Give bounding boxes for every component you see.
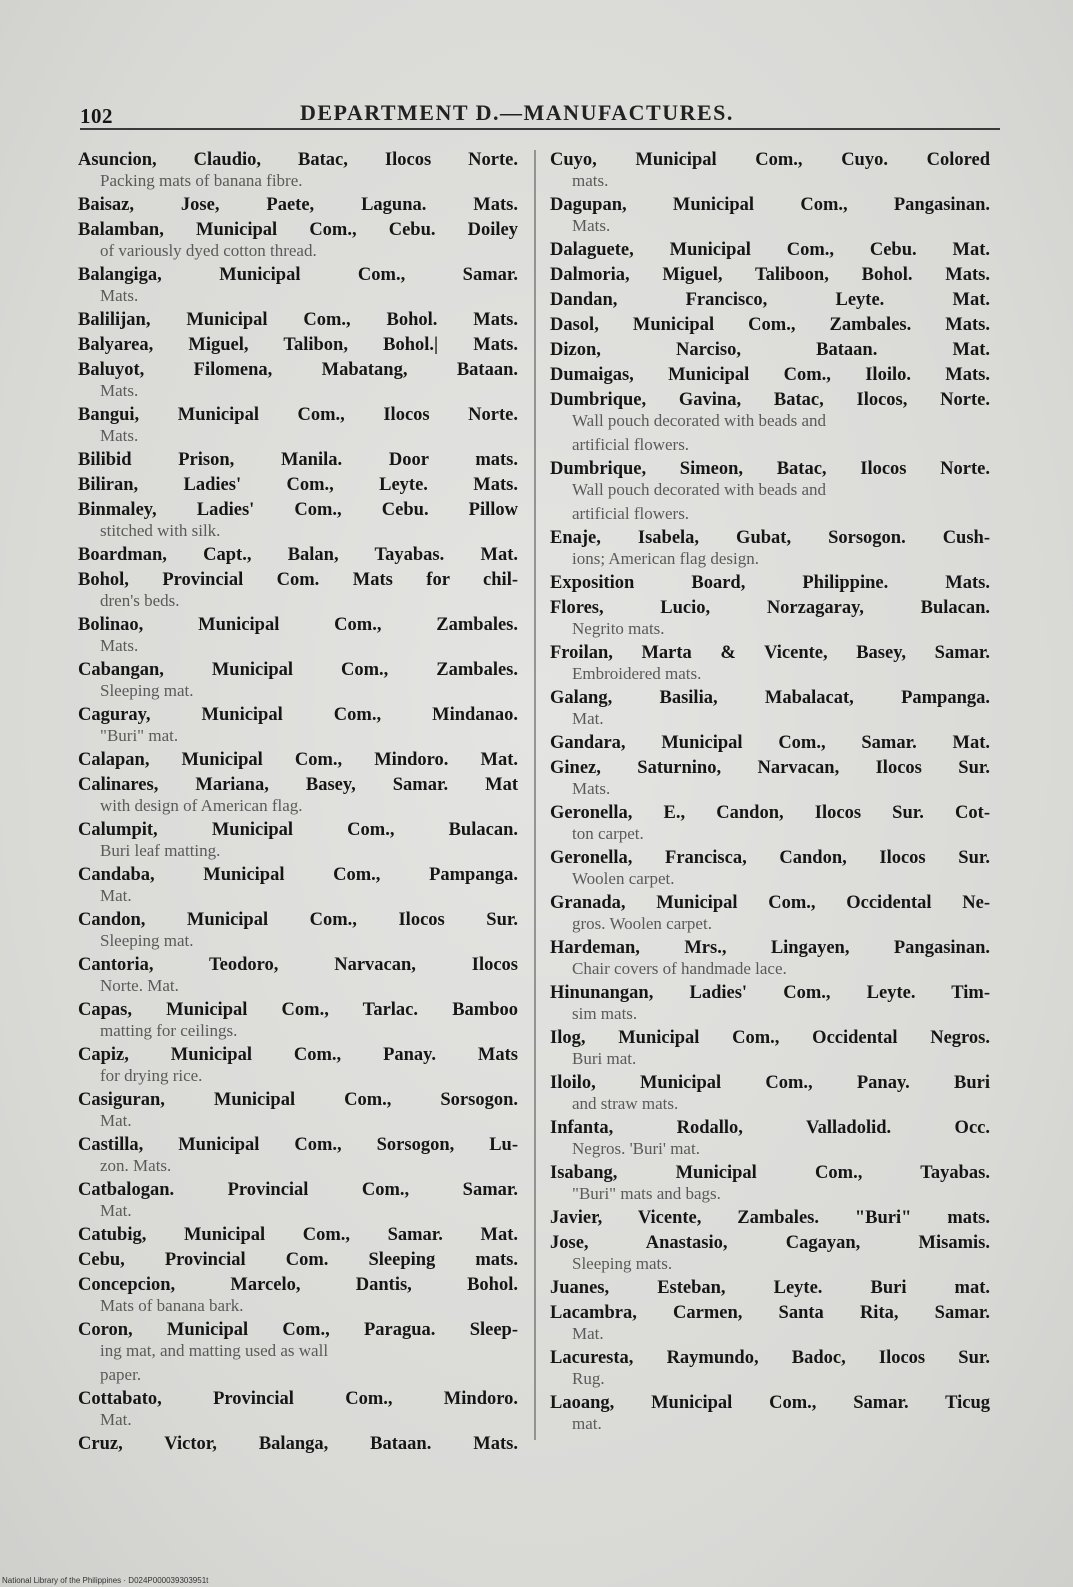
- directory-entry: [550, 643, 990, 684]
- entry-description: with design of American flag.: [100, 796, 303, 815]
- directory-entry: [78, 615, 518, 656]
- entry-description: Mat.: [572, 709, 604, 728]
- directory-entry: [78, 1045, 518, 1086]
- directory-entry: [550, 1348, 990, 1389]
- entry-description: Norte. Mat.: [100, 976, 179, 995]
- entry-name: Concepcion, Marcelo, Dantis, Bohol.: [78, 1275, 518, 1295]
- entry-name: Galang, Basilia, Mabalacat, Pampanga.: [550, 688, 990, 708]
- directory-entry: [550, 315, 990, 336]
- directory-entry: [550, 1163, 990, 1204]
- directory-entry: [78, 705, 518, 746]
- entry-name: Binmaley, Ladies' Com., Cebu. Pillow: [78, 500, 518, 520]
- directory-entry: [78, 1135, 518, 1176]
- entry-name: Dumaigas, Municipal Com., Iloilo. Mats.: [550, 365, 990, 385]
- entry-description: artificial flowers.: [572, 435, 690, 454]
- entry-name: Catbalogan. Provincial Com., Samar.: [78, 1180, 518, 1200]
- entry-name: Dalaguete, Municipal Com., Cebu. Mat.: [550, 240, 990, 260]
- directory-entry: [78, 220, 518, 261]
- directory-entry: [550, 365, 990, 386]
- entry-name: Bolinao, Municipal Com., Zambales.: [78, 615, 518, 635]
- entry-name: Catubig, Municipal Com., Samar. Mat.: [78, 1225, 518, 1245]
- entry-name: Infanta, Rodallo, Valladolid. Occ.: [550, 1118, 990, 1138]
- entry-description: Mats.: [100, 426, 139, 445]
- entry-name: Castilla, Municipal Com., Sorsogon, Lu-: [78, 1135, 518, 1155]
- directory-entry: [550, 758, 990, 799]
- directory-entry: [550, 1278, 990, 1299]
- directory-entry: [78, 1225, 518, 1246]
- directory-entry: [550, 265, 990, 286]
- entry-name: Baluyot, Filomena, Mabatang, Bataan.: [78, 360, 518, 380]
- entry-description: ing mat, and matting used as wall: [100, 1341, 329, 1360]
- entry-name: Froilan, Marta & Vicente, Basey, Samar.: [550, 643, 990, 663]
- entry-description: Negros. 'Buri' mat.: [572, 1139, 700, 1158]
- entry-description: Sleeping mat.: [100, 931, 194, 950]
- entry-description: Mats.: [100, 381, 139, 400]
- directory-entry: [550, 1393, 990, 1434]
- entry-description: Embroidered mats.: [572, 664, 702, 683]
- directory-entry: [78, 500, 518, 541]
- entry-description: Wall pouch decorated with beads and: [572, 411, 827, 430]
- entry-description: ton carpet.: [572, 824, 644, 843]
- directory-entry: [550, 803, 990, 844]
- entry-name: Geronella, E., Candon, Ilocos Sur. Cot-: [550, 803, 990, 823]
- entry-name: Bohol, Provincial Com. Mats for chil-: [78, 570, 518, 590]
- directory-entry: [78, 775, 518, 816]
- entry-description: "Buri" mats and bags.: [572, 1184, 721, 1203]
- entry-description: Mats of banana bark.: [100, 1296, 244, 1315]
- entry-description: Mats.: [572, 779, 611, 798]
- entry-name: Hinunangan, Ladies' Com., Leyte. Tim-: [550, 983, 990, 1003]
- entry-description: gros. Woolen carpet.: [572, 914, 712, 933]
- directory-entry: [550, 688, 990, 729]
- entry-description: Woolen carpet.: [572, 869, 675, 888]
- entry-name: Calinares, Mariana, Basey, Samar. Mat: [78, 775, 518, 795]
- entry-description: and straw mats.: [572, 1094, 679, 1113]
- directory-entry: [78, 865, 518, 906]
- entry-description: Chair covers of handmade lace.: [572, 959, 787, 978]
- running-head: DEPARTMENT D.—MANUFACTURES.: [300, 100, 734, 125]
- directory-entry: [550, 1303, 990, 1344]
- entry-name: Capiz, Municipal Com., Panay. Mats: [78, 1045, 518, 1065]
- entry-name: Ilog, Municipal Com., Occidental Negros.: [550, 1028, 990, 1048]
- entry-description: Buri leaf matting.: [100, 841, 221, 860]
- directory-entry: [550, 195, 990, 236]
- entry-description: matting for ceilings.: [100, 1021, 238, 1040]
- entry-description: zon. Mats.: [100, 1156, 172, 1175]
- entry-name: Iloilo, Municipal Com., Panay. Buri: [550, 1073, 990, 1093]
- directory-entry: [78, 1320, 518, 1361]
- directory-entry: [78, 820, 518, 861]
- entry-name: Balamban, Municipal Com., Cebu. Doiley: [78, 220, 518, 240]
- directory-entry: [550, 938, 990, 979]
- directory-entry: [550, 1073, 990, 1114]
- entry-name: Dagupan, Municipal Com., Pangasinan.: [550, 195, 990, 215]
- entry-name: Bangui, Municipal Com., Ilocos Norte.: [78, 405, 518, 425]
- entry-description: mat.: [572, 1414, 602, 1433]
- directory-entry: [78, 1389, 518, 1430]
- directory-entry: [550, 983, 990, 1024]
- entry-name: Jose, Anastasio, Cagayan, Misamis.: [550, 1233, 990, 1253]
- entry-name: Candaba, Municipal Com., Pampanga.: [78, 865, 518, 885]
- entry-description: of variously dyed cotton thread.: [100, 241, 317, 260]
- entry-description: Buri mat.: [572, 1049, 637, 1068]
- entry-name: Juanes, Esteban, Leyte. Buri mat.: [550, 1278, 990, 1298]
- directory-entry: [78, 195, 518, 216]
- directory-entry: [78, 660, 518, 701]
- directory-entry: [78, 1434, 518, 1455]
- entry-name: Cottabato, Provincial Com., Mindoro.: [78, 1389, 518, 1409]
- directory-entry: [78, 450, 518, 471]
- entry-name: Geronella, Francisca, Candon, Ilocos Sur.: [550, 848, 990, 868]
- directory-entry: [78, 265, 518, 306]
- entry-name: Dumbrique, Simeon, Batac, Ilocos Norte.: [550, 459, 990, 479]
- entry-description: stitched with silk.: [100, 521, 221, 540]
- footer-credit: National Library of the Philippines · D024P000039303951t: [2, 1576, 209, 1585]
- entry-name: Granada, Municipal Com., Occidental Ne-: [550, 893, 990, 913]
- directory-entry: [550, 528, 990, 569]
- entry-description: Mat.: [100, 1201, 132, 1220]
- entry-name: Exposition Board, Philippine. Mats.: [550, 573, 990, 593]
- entry-name: Dizon, Narciso, Bataan. Mat.: [550, 340, 990, 360]
- entry-name: Gandara, Municipal Com., Samar. Mat.: [550, 733, 990, 753]
- entry-name: Cebu, Provincial Com. Sleeping mats.: [78, 1250, 518, 1270]
- directory-entry: [550, 1028, 990, 1069]
- entry-name: Laoang, Municipal Com., Samar. Ticug: [550, 1393, 990, 1413]
- page-number: 102: [80, 104, 113, 128]
- entry-name: Dalmoria, Miguel, Taliboon, Bohol. Mats.: [550, 265, 990, 285]
- directory-entry: [550, 435, 990, 455]
- entry-name: Asuncion, Claudio, Batac, Ilocos Norte.: [78, 150, 518, 170]
- entry-description: Wall pouch decorated with beads and: [572, 480, 827, 499]
- entry-description: mats.: [572, 171, 609, 190]
- column-divider: [534, 150, 536, 1440]
- entry-name: Cabangan, Municipal Com., Zambales.: [78, 660, 518, 680]
- entry-name: Cruz, Victor, Balanga, Bataan. Mats.: [78, 1434, 518, 1454]
- entry-name: Biliran, Ladies' Com., Leyte. Mats.: [78, 475, 518, 495]
- directory-entry: [78, 910, 518, 951]
- entry-name: Cuyo, Municipal Com., Cuyo. Colored: [550, 150, 990, 170]
- entry-description: Packing mats of banana fibre.: [100, 171, 303, 190]
- directory-entry: [550, 150, 990, 191]
- directory-entry: [550, 893, 990, 934]
- entry-name: Balyarea, Miguel, Talibon, Bohol.| Mats.: [78, 335, 518, 355]
- entry-description: Mats.: [100, 286, 139, 305]
- directory-entry: [550, 598, 990, 639]
- entry-description: Mat.: [572, 1324, 604, 1343]
- entry-name: Isabang, Municipal Com., Tayabas.: [550, 1163, 990, 1183]
- entry-description: Mat.: [100, 886, 132, 905]
- entry-name: Candon, Municipal Com., Ilocos Sur.: [78, 910, 518, 930]
- entry-name: Calumpit, Municipal Com., Bulacan.: [78, 820, 518, 840]
- entry-name: Hardeman, Mrs., Lingayen, Pangasinan.: [550, 938, 990, 958]
- entry-name: Ginez, Saturnino, Narvacan, Ilocos Sur.: [550, 758, 990, 778]
- entry-name: Boardman, Capt., Balan, Tayabas. Mat.: [78, 545, 518, 565]
- directory-entry: [550, 1233, 990, 1274]
- left-column: [78, 150, 518, 1459]
- directory-entry: [78, 545, 518, 566]
- directory-entry: [78, 1090, 518, 1131]
- entry-name: Casiguran, Municipal Com., Sorsogon.: [78, 1090, 518, 1110]
- entry-description: dren's beds.: [100, 591, 180, 610]
- directory-entry: [550, 459, 990, 500]
- directory-entry: [550, 390, 990, 431]
- entry-name: Dumbrique, Gavina, Batac, Ilocos, Norte.: [550, 390, 990, 410]
- entry-description: "Buri" mat.: [100, 726, 179, 745]
- directory-entry: [78, 570, 518, 611]
- entry-name: Cantoria, Teodoro, Narvacan, Ilocos: [78, 955, 518, 975]
- entry-description: Sleeping mats.: [572, 1254, 673, 1273]
- directory-entry: [550, 290, 990, 311]
- entry-name: Dasol, Municipal Com., Zambales. Mats.: [550, 315, 990, 335]
- directory-entry: [550, 504, 990, 524]
- directory-entry: [78, 1275, 518, 1316]
- directory-entry: [78, 335, 518, 356]
- entry-description: ions; American flag design.: [572, 549, 759, 568]
- header-rule: [80, 128, 1000, 130]
- directory-entry: [78, 405, 518, 446]
- entry-description: Mats.: [572, 216, 611, 235]
- entry-name: Caguray, Municipal Com., Mindanao.: [78, 705, 518, 725]
- directory-entry: [78, 1365, 518, 1385]
- entry-name: Lacuresta, Raymundo, Badoc, Ilocos Sur.: [550, 1348, 990, 1368]
- entry-description: Rug.: [572, 1369, 605, 1388]
- entry-description: Negrito mats.: [572, 619, 665, 638]
- entry-name: Dandan, Francisco, Leyte. Mat.: [550, 290, 990, 310]
- directory-entry: [550, 1208, 990, 1229]
- entry-name: Calapan, Municipal Com., Mindoro. Mat.: [78, 750, 518, 770]
- directory-entry: [550, 340, 990, 361]
- directory-entry: [78, 1180, 518, 1221]
- entry-name: Baisaz, Jose, Paete, Laguna. Mats.: [78, 195, 518, 215]
- entry-name: Balilijan, Municipal Com., Bohol. Mats.: [78, 310, 518, 330]
- entry-description: Mat.: [100, 1410, 132, 1429]
- directory-entry: [78, 475, 518, 496]
- directory-entry: [78, 360, 518, 401]
- directory-entry: [78, 955, 518, 996]
- entry-description: sim mats.: [572, 1004, 638, 1023]
- entry-name: Capas, Municipal Com., Tarlac. Bamboo: [78, 1000, 518, 1020]
- entry-name: Flores, Lucio, Norzagaray, Bulacan.: [550, 598, 990, 618]
- entry-description: Mats.: [100, 636, 139, 655]
- directory-entry: [78, 150, 518, 191]
- entry-description: Sleeping mat.: [100, 681, 194, 700]
- right-column: [550, 150, 990, 1438]
- directory-entry: [78, 750, 518, 771]
- directory-entry: [78, 310, 518, 331]
- entry-name: Javier, Vicente, Zambales. "Buri" mats.: [550, 1208, 990, 1228]
- entry-name: Bilibid Prison, Manila. Door mats.: [78, 450, 518, 470]
- directory-entry: [550, 240, 990, 261]
- directory-entry: [550, 1118, 990, 1159]
- entry-description: for drying rice.: [100, 1066, 203, 1085]
- entry-description: artificial flowers.: [572, 504, 690, 523]
- entry-name: Enaje, Isabela, Gubat, Sorsogon. Cush-: [550, 528, 990, 548]
- entry-name: Lacambra, Carmen, Santa Rita, Samar.: [550, 1303, 990, 1323]
- directory-entry: [550, 733, 990, 754]
- entry-description: paper.: [100, 1365, 142, 1384]
- entry-name: Coron, Municipal Com., Paragua. Sleep-: [78, 1320, 518, 1340]
- entry-name: Balangiga, Municipal Com., Samar.: [78, 265, 518, 285]
- directory-entry: [550, 848, 990, 889]
- entry-description: Mat.: [100, 1111, 132, 1130]
- directory-entry: [78, 1250, 518, 1271]
- directory-entry: [550, 573, 990, 594]
- directory-entry: [78, 1000, 518, 1041]
